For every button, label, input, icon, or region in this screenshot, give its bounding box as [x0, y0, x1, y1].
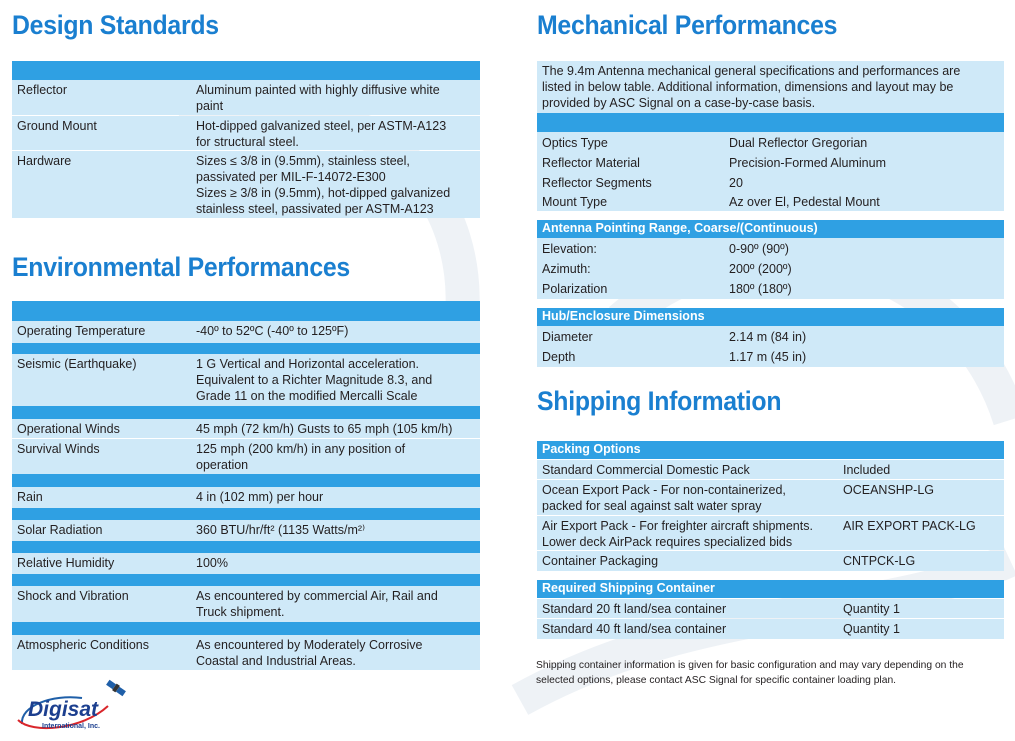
mechanical-title: Mechanical Performances: [537, 10, 838, 40]
row-label: Solar Radiation: [17, 523, 103, 537]
digisat-logo: [12, 676, 142, 736]
row-value: Included: [843, 463, 891, 477]
row-value: Az over El, Pedestal Mount: [729, 195, 880, 209]
row-value: 180º (180º): [729, 282, 792, 296]
row-label: Mount Type: [542, 195, 608, 209]
row-label: Relative Humidity: [17, 556, 115, 570]
table-row: [537, 132, 1004, 211]
shipping-title: Shipping Information: [537, 386, 782, 416]
row-value: -40º to 52ºC (-40º to 125ºF): [196, 324, 349, 338]
row-label: Atmospheric Conditions: [17, 638, 150, 652]
row-label: Operating Temperature: [17, 324, 146, 338]
svg-text:International, Inc.: International, Inc.: [42, 723, 100, 730]
table-row: [12, 321, 480, 343]
row-separator: [12, 474, 480, 487]
hub-dimensions-header: Hub/Enclosure Dimensions: [537, 308, 1004, 326]
row-value: 1.17 m (45 in): [729, 350, 807, 364]
row-value: 100%: [196, 556, 228, 570]
table-row: [12, 586, 480, 622]
row-value: 4 in (102 mm) per hour: [196, 490, 324, 504]
row-separator: [12, 406, 480, 419]
row-label: Optics Type: [542, 136, 608, 150]
environmental-title: Environmental Performances: [12, 252, 350, 282]
table-row: [12, 116, 480, 150]
mechanical-intro-block: [537, 61, 1004, 113]
row-label: Operational Winds: [17, 422, 120, 436]
mechanical-intro: The 9.4m Antenna mechanical general specifications and performances are listed in below table. Additional information, dimensions and layout may be provided by ASC Signal on a case-by-case basis.: [542, 64, 961, 110]
row-value: 1 G Vertical and Horizontal acceleration. Equivalent to a Richter Magnitude 8.3, and Grade 11 on the modified Mercalli Scale: [196, 357, 433, 403]
table-row: [12, 419, 480, 438]
optics-header: [537, 113, 1004, 132]
row-value: Dual Reflector Gregorian: [729, 136, 868, 150]
row-separator: [12, 343, 480, 354]
table-row: [537, 516, 1004, 550]
row-value: AIR EXPORT PACK-LG: [843, 519, 976, 533]
row-label: Azimuth:: [542, 262, 591, 276]
row-label: Reflector: [17, 83, 68, 97]
row-value: OCEANSHP-LG: [843, 483, 934, 497]
table-row: [537, 238, 1004, 299]
row-label: Diameter: [542, 330, 593, 344]
row-label: Container Packaging: [542, 554, 659, 568]
row-value: 2.14 m (84 in): [729, 330, 807, 344]
row-separator: [12, 622, 480, 635]
table-row: [537, 460, 1004, 479]
table-row: [537, 551, 1004, 571]
row-value: Precision-Formed Aluminum: [729, 156, 886, 170]
row-label: Rain: [17, 490, 43, 504]
row-label: Standard 40 ft land/sea container: [542, 622, 727, 636]
pointing-range-header: Antenna Pointing Range, Coarse/(Continuous): [537, 220, 1004, 238]
table-row: [12, 520, 480, 541]
row-label: Air Export Pack - For freighter aircraft shipments. Lower deck AirPack requires specialized bids: [542, 519, 813, 549]
table-row: [12, 487, 480, 508]
table-row: [12, 151, 480, 218]
packing-options-header: Packing Options: [537, 441, 1004, 459]
table-row: [12, 553, 480, 574]
row-value: As encountered by Moderately Corrosive Coastal and Industrial Areas.: [196, 638, 423, 668]
row-label: Elevation:: [542, 242, 597, 256]
required-container-header: Required Shipping Container: [537, 580, 1004, 598]
row-value: 45 mph (72 km/h) Gusts to 65 mph (105 km/h): [196, 422, 453, 436]
row-label: Reflector Segments: [542, 176, 652, 190]
row-value: 125 mph (200 km/h) in any position of operation: [196, 442, 406, 472]
row-label: Standard Commercial Domestic Pack: [542, 463, 750, 477]
row-value: Aluminum painted with highly diffusive white paint: [196, 83, 440, 113]
row-value: 200º (200º): [729, 262, 792, 276]
row-value: 360 BTU/hr/ft² (1135 Watts/m²⁾: [196, 523, 366, 537]
table-row: [537, 599, 1004, 618]
row-label: Shock and Vibration: [17, 589, 129, 603]
row-label: Survival Winds: [17, 442, 100, 456]
row-label: Polarization: [542, 282, 608, 296]
design-standards-title: Design Standards: [12, 10, 219, 40]
table-row: [12, 80, 480, 115]
row-label: Ocean Export Pack - For non-containerized, packed for seal against salt water spray: [542, 483, 786, 513]
row-value: Sizes ≤ 3/8 in (9.5mm), stainless steel, passivated per MIL-F-14072-E300 Sizes ≥ 3/8 in (9.5mm), hot-dipped galvanized stainless steel, passivated per ASTM-A123: [196, 154, 451, 216]
row-separator: [12, 508, 480, 520]
env-table-header: [12, 301, 480, 321]
table-row: [12, 354, 480, 406]
row-value: CNTPCK-LG: [843, 554, 916, 568]
row-separator: [12, 541, 480, 553]
row-value: 0-90º (90º): [729, 242, 789, 256]
row-label: Reflector Material: [542, 156, 640, 170]
row-label: Standard 20 ft land/sea container: [542, 602, 727, 616]
row-value: Quantity 1: [843, 622, 900, 636]
svg-text:Digisat: Digisat: [28, 698, 99, 721]
row-value: 20: [729, 176, 743, 190]
logo-mark-icon: [12, 676, 142, 736]
row-label: Depth: [542, 350, 576, 364]
table-row: [537, 480, 1004, 515]
row-value: As encountered by commercial Air, Rail and Truck shipment.: [196, 589, 438, 619]
row-value: Hot-dipped galvanized steel, per ASTM-A123 for structural steel.: [196, 119, 447, 149]
row-label: Hardware: [17, 154, 72, 168]
table-row: [537, 619, 1004, 639]
shipping-note: Shipping container information is given for basic configuration and may vary depending on the selected options, please contact ASC Signal for specific container loading plan.: [536, 660, 964, 686]
table-row: [537, 326, 1004, 367]
row-value: Quantity 1: [843, 602, 900, 616]
row-label: Ground Mount: [17, 119, 97, 133]
design-table-header: [12, 61, 480, 80]
table-row: [12, 439, 480, 474]
row-label: Seismic (Earthquake): [17, 357, 137, 371]
row-separator: [12, 574, 480, 586]
table-row: [12, 635, 480, 670]
